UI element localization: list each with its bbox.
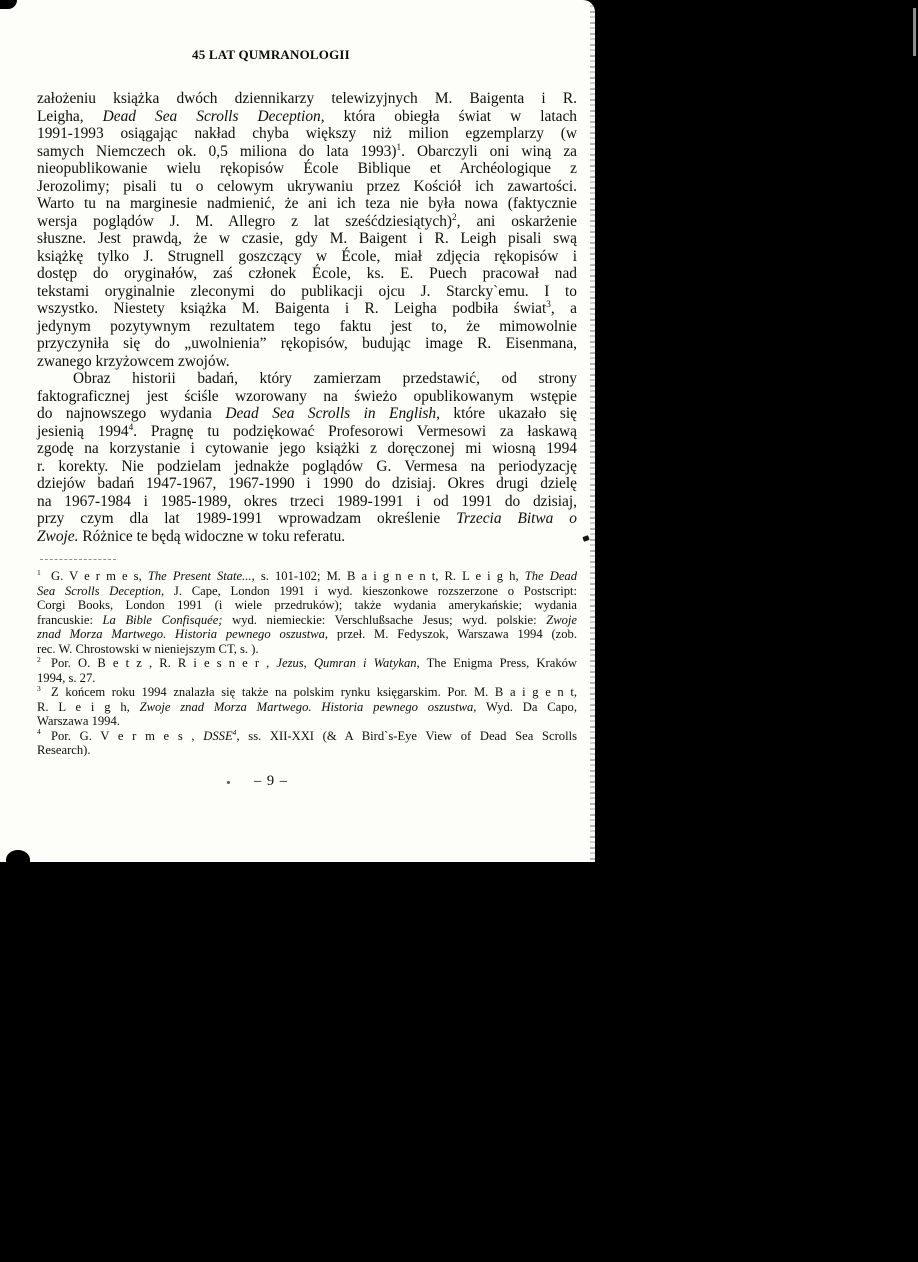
body-text-line [37,283,577,301]
body-text-line [37,265,577,283]
text-segment: Leigha, [37,107,103,125]
text-segment: . Pragnę tu podziękować Profesorowi Vermesowi za łaskawą [133,422,577,440]
body-text-line [37,493,577,511]
body-text-line [37,300,577,318]
text-segment: The Enigma Press, Kraków [419,656,578,670]
body-text-line [37,335,577,353]
footnote-reference: 4 [232,727,237,737]
footnote-reference: 1 [396,141,402,152]
body-text-line [37,440,577,458]
scan-bottom-notch [6,850,30,863]
text-segment: nieopublikowanie wielu rękopisów École Biblique et Archéologique z [37,160,577,177]
text-segment: Sea Scrolls Deception, [37,583,165,598]
footnote-line: $^2$ Por. O. B e t z , R. R i e s n e r , Jezus, Qumran i Watykan, The Enigma Press, Kraków [37,654,578,670]
body-text-line [37,125,577,143]
footnote-reference: 2 [452,211,457,222]
body-text-line [37,90,577,108]
body-text-line [37,510,577,528]
text-segment: . Obarczyli oni winą za [401,142,577,160]
body-text-line [37,160,577,178]
text-segment: The Present State..., [147,569,255,583]
page-number: – 9 – [254,773,288,789]
scan-edge-noise [590,0,597,862]
text-segment: Obraz historii badań, który zamierzam przedstawić, od strony [73,370,577,387]
scan-speck [582,535,589,542]
body-text-line [37,178,577,196]
text-segment: Warszawa 1994. [37,714,120,728]
text-segment: założeniu książka dwóch dziennikarzy telewizyjnych M. Baigenta i R. [37,90,577,107]
text-segment: Por. G. V e r m e s , [51,728,204,743]
text-segment: G. V e r m e s, [51,569,148,583]
text-segment: wyd. niemieckie: Verschlußsache Jesus; wyd. polskie: [222,612,547,627]
body-text-line [37,195,577,213]
text-segment: Zwoje znad Morza Martwego. Historia pewnego oszustwa, [139,699,477,714]
body-text-line [37,213,577,231]
text-segment: wersja poglądów J. M. Allegro z lat sześćdziesiątych) [37,212,453,230]
body-text-line [37,475,577,493]
text-segment: Corgi Books, London 1991 (i wiele przedruków); także wydania amerykańskie; wydania [37,598,577,612]
body-text-line [37,405,577,423]
text-segment: dziejów badań 1947-1967, 1967-1990 i 1990 do dzisiaj. Okres drugi dzielę [37,475,577,492]
body-text [37,90,577,545]
body-text-line [37,528,577,546]
footnote-reference: 4 [128,421,134,432]
body-text-line [37,108,577,126]
text-segment: 1991-1993 osiągając nakład chyba większy niż milion egzemplarzy (w [37,125,577,142]
text-segment: Warto tu na marginesie nadmienić, że ani ich teza nie była nowa (faktycznie [37,195,577,212]
text-segment: Z końcem roku 1994 znalazła się także na polskim rynku księgarskim. Por. M. B a i g e n t, [51,685,577,699]
text-segment: , a [550,300,577,317]
text-segment: Jerozolimy; pisali tu o celowym ukrywaniu przez Kościół ich zawartości. [37,177,577,195]
text-segment: DSSE [203,728,233,743]
text-segment: książkę tylko J. Strugnell goszczący w École, miał zdjęcia rękopisów i [37,247,577,265]
text-segment: zgodę na korzystanie i cytowanie jego książki z doręczonej mi wiosną 1994 [37,440,577,457]
text-segment: tekstami oryginalnie zleconymi do publikacji ojcu J. Starcky`emu. I to [37,282,577,300]
text-segment: Zwoje. [37,527,79,545]
text-segment: Zwoje [546,612,577,627]
text-segment: J. Cape, London 1991 i wyd. kieszonkowe rozszerzone o Postscript: [164,583,577,598]
text-segment: 1994, s. 27. [37,670,96,685]
footnote-line [37,584,577,599]
footnote-line [37,743,577,758]
body-text-line [37,248,577,266]
text-segment: przeł. M. Fedyszok, Warszawa 1994 (zob. [328,627,577,641]
text-segment: Różnice te będą widoczne w toku referatu. [78,527,346,545]
body-text-line [37,353,577,371]
body-text-line [37,230,577,248]
text-segment: które ukazało się [439,405,577,422]
footnote-line [37,598,577,613]
text-segment: r. korekty. Nie podzielam jednakże poglądów G. Vermesa na periodyzację [37,457,577,475]
text-segment: Trzecia Bitwa o [456,510,577,527]
text-segment: zwanego krzyżowcem zwojów. [37,352,230,370]
footnote-line [37,642,577,657]
text-segment: francuskie: [37,612,103,627]
body-text-line [37,370,577,388]
text-segment: która obiegła świat w latach [324,107,577,125]
footnote-line: $^3$ Z końcem roku 1994 znalazła się także na polskim rynku księgarskim. Por. M. B a i g e n t, [37,683,577,699]
text-segment: wszystko. Niestety książka M. Baigenta i R. Leigha podbiła świat [37,300,547,317]
text-segment: La Bible Confisquée; [102,612,223,627]
scan-artifact-line [913,8,916,56]
footnotes [37,569,577,758]
text-segment: faktograficznej jest ściśle wzorowany na świeżo opublikowanym wstępie [37,387,577,405]
body-text-line [37,318,577,336]
text-segment: The Dead [524,569,578,583]
scanned-page [0,0,595,862]
body-text-line [37,143,577,161]
scan-speck-dot [227,781,230,784]
text-segment: Research). [37,743,91,757]
text-segment: przy czym dla lat 1989-1991 wprowadzam określenie [37,510,457,527]
body-text-line [37,388,577,406]
text-segment: samych Niemczech ok. 0,5 miliona do lata 1993) [37,142,397,160]
footnote-line: $^4$ Por. G. V e r m e s , DSSE$^4$, ss. XII-XXI (& A Bird`s-Eye View of Dead Sea Scrolls [37,727,577,743]
text-segment: s. 101-102; M. B a i g n e n t, R. L e i g h, [254,569,525,583]
text-segment: Dead Sea Scrolls Deception, [102,107,325,125]
text-segment: Por. O. B e t z , R. R i e s n e r , [51,656,277,670]
text-segment: do najnowszego wydania [37,405,226,422]
body-text-line [37,423,577,441]
text-segment: przyczyniła się do „uwolnienia” rękopisów, budując image R. Eisenmana, [37,335,577,352]
text-segment: R. L e i g h, [37,699,140,714]
running-header: 45 LAT QUMRANOLOGII [192,47,350,62]
text-segment: znad Morza Martwego. Historia pewnego oszustwa, [37,627,329,641]
footnote-line: $^1$ G. V e r m e s, The Present State..., s. 101-102; M. B a i g n e n t, R. L e i g h, The Dead [37,567,578,583]
text-segment: rec. W. Chrostowski w nieniejszym CT, s. ). [37,641,259,656]
footnote-separator [40,559,116,560]
footnote-line [37,627,577,642]
footnote-line [37,714,577,729]
text-segment: Wyd. Da Capo, [476,699,577,714]
text-segment: , ss. XII-XXI (& A Bird`s-Eye View of Dead Sea Scrolls [236,728,577,743]
footnote-line [37,613,577,628]
text-segment: słuszne. Jest prawdą, że w czasie, gdy M. Baigent i R. Leigh pisali swą [37,230,577,247]
text-segment: Jezus, Qumran i Watykan, [276,656,420,670]
footnote-reference: 3 [546,298,551,309]
footnote-line [37,671,577,686]
text-segment: , ani oskarżenie [456,212,577,230]
text-segment: Dead Sea Scrolls in English, [225,405,440,422]
body-text-line [37,458,577,476]
text-segment: jedynym pozytywnym rezultatem tego faktu jest to, że mimowolnie [37,317,577,335]
text-segment: na 1967-1984 i 1985-1989, okres trzeci 1989-1991 i od 1991 do dzisiaj, [37,492,577,510]
scan-corner-notch [0,0,17,9]
text-segment: jesienią 1994 [37,422,129,440]
footnote-line [37,700,577,715]
text-segment: dostęp do oryginałów, zaś członek École, ks. E. Puech pracował nad [37,265,577,282]
